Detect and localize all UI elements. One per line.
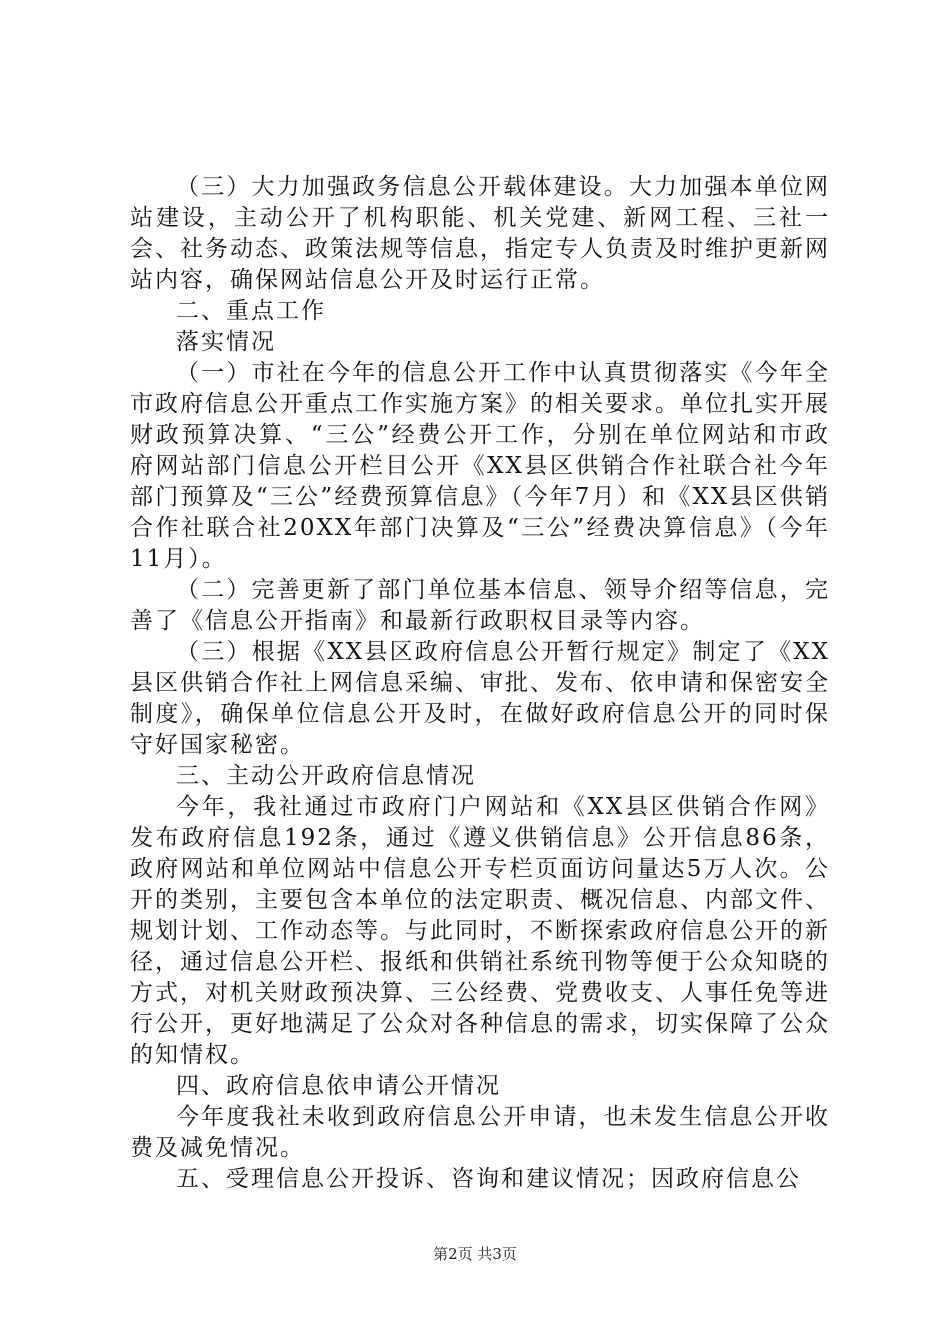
document-body [130,172,830,1195]
paragraph-implementation-2: （二）完善更新了部门单位基本信息、领导介绍等信息，完善了《信息公开指南》和最新行政职权目录等内容。 [130,577,830,634]
paragraph-implementation-1: （一）市社在今年的信息公开工作中认真贯彻落实《今年全市政府信息公开重点工作实施方案》的相关要求。单位扎实开展财政预算决算、“三公”经费公开工作，分别在单位网站和市政府网站部门信息公开栏目公开《XX县区供销合作社联合社今年部门预算及“三公”经费预算信息》（今年7月）和《XX县区供销合作社联合社20XX年部门决算及“三公”经费决算信息》（今年11月）。 [130,360,830,572]
heading-application-disclosure: 四、政府信息依申请公开情况 [176,1073,501,1099]
heading-complaints: 五、受理信息公开投诉、咨询和建议情况；因政府信息公 [176,1166,801,1192]
heading-key-work: 二、重点工作 [176,298,326,324]
paragraph-carrier-construction: （三）大力加强政务信息公开载体建设。大力加强本单位网站建设，主动公开了机构职能、机关党建、新网工程、三社一会、社务动态、政策法规等信息，指定专人负责及时维护更新网站内容，确保网站信息公开及时运行正常。 [130,174,830,293]
page-footer: 第2页 共3页 [433,1245,517,1263]
heading-implementation: 落实情况 [176,329,276,355]
paragraph-proactive-disclosure: 今年，我社通过市政府门户网站和《XX县区供销合作网》发布政府信息192条，通过《遵义供销信息》公开信息86条，政府网站和单位网站中信息公开专栏页面访问量达5万人次。公开的类别，主要包含本单位的法定职责、概况信息、内部文件、规划计划、工作动态等。与此同时，不断探索政府信息公开的新径，通过信息公开栏、报纸和供销社系统刊物等便于公众知晓的方式，对机关财政预决算、三公经费、党费收支、人事任免等进行公开，更好地满足了公众对各种信息的需求，切实保障了公众的知情权。 [130,794,830,1068]
paragraph-application-disclosure: 今年度我社未收到政府信息公开申请，也未发生信息公开收费及减免情况。 [130,1104,830,1161]
heading-proactive-disclosure: 三、主动公开政府信息情况 [176,763,476,789]
paragraph-implementation-3: （三）根据《XX县区政府信息公开暂行规定》制定了《XX县区供销合作社上网信息采编、审批、发布、依申请和保密安全制度》，确保单位信息公开及时，在做好政府信息公开的同时保守好国家秘密。 [130,639,830,758]
